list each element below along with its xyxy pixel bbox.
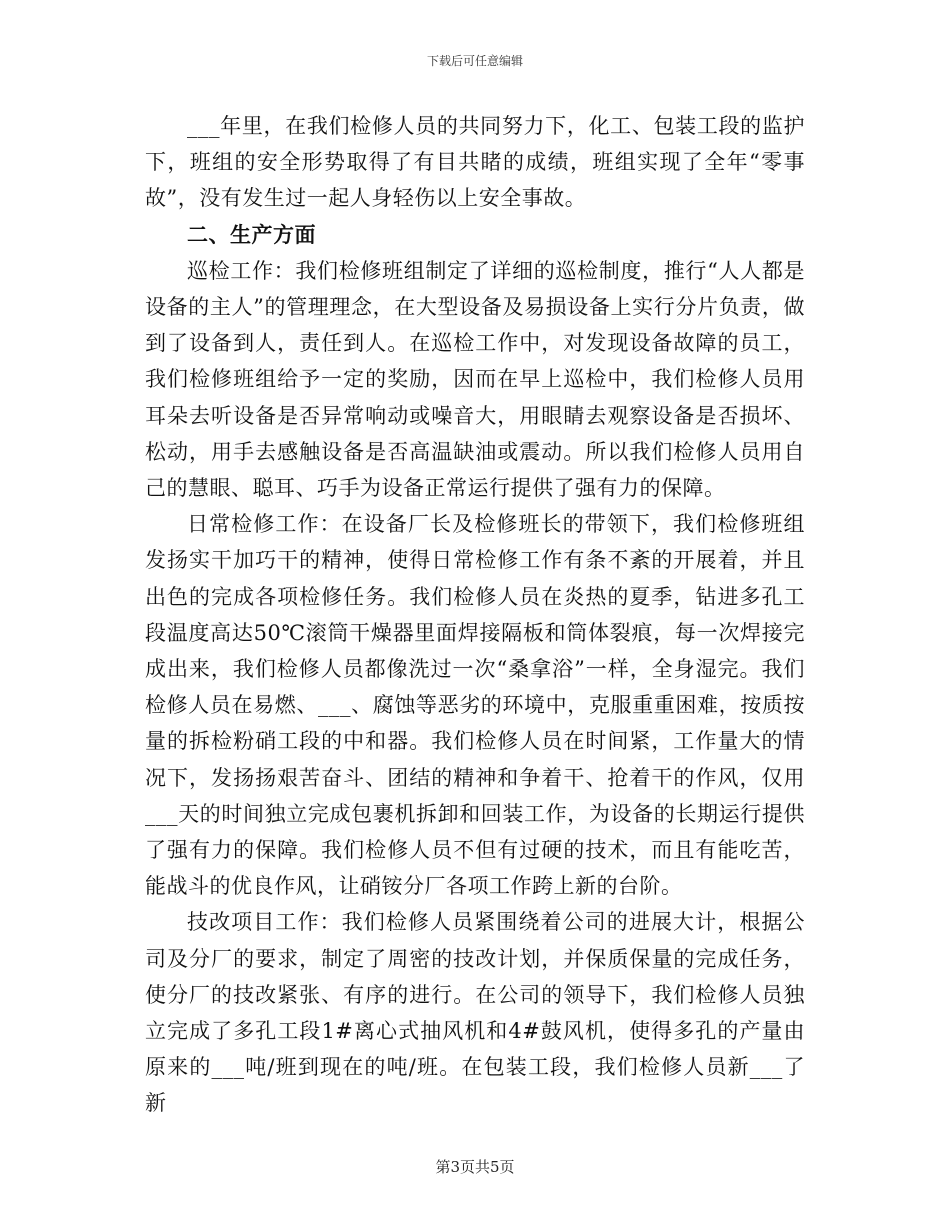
page-header-note: 下载后可任意编辑 — [426, 54, 523, 68]
section-heading-production: 二、生产方面 — [187, 221, 316, 247]
page-number: 第3页共5页 — [435, 1158, 515, 1176]
document-body — [145, 108, 805, 1122]
paragraph-technical-renovation: 技改项目工作：我们检修人员紧围绕着公司的进展大计，根据公司及分厂的要求，制定了周密的技改计划，并保质保量的完成任务，使分厂的技改紧张、有序的进行。在公司的领导下，我们检修人员独立完成了多孔工段1#离心式抽风机和4#鼓风机，使得多孔的产量由原来的___吨/班到现在的吨/班。在包装工段，我们检修人员新___了新 — [145, 910, 805, 1116]
paragraph-safety-summary: ___年里，在我们检修人员的共同努力下，化工、包装工段的监护下，班组的安全形势取得了有目共睹的成绩，班组实现了全年“零事故”，没有发生过一起人身轻伤以上安全事故。 — [145, 114, 805, 211]
paragraph-inspection-work: 巡检工作：我们检修班组制定了详细的巡检制度，推行“人人都是设备的主人”的管理理念，在大型设备及易损设备上实行分片负责，做到了设备到人，责任到人。在巡检工作中，对发现设备故障的员工，我们检修班组给予一定的奖励，因而在早上巡检中，我们检修人员用耳朵去听设备是否异常响动或噪音大，用眼睛去观察设备是否损坏、松动，用手去感触设备是否高温缺油或震动。所以我们检修人员用自己的慧眼、聪耳、巧手为设备正常运行提供了强有力的保障。 — [145, 258, 805, 501]
paragraph-daily-maintenance: 日常检修工作：在设备厂长及检修班长的带领下，我们检修班组发扬实干加巧干的精神，使得日常检修工作有条不紊的开展着，并且出色的完成各项检修任务。我们检修人员在炎热的夏季，钻进多孔工段温度高达50℃滚筒干燥器里面焊接隔板和筒体裂痕，每一次焊接完成出来，我们检修人员都像洗过一次“桑拿浴”一样，全身湿完。我们检修人员在易燃、___、腐蚀等恶劣的环境中，克服重重困难，按质按量的拆检粉硝工段的中和器。我们检修人员在时间紧，工作量大的情况下，发扬扬艰苦奋斗、团结的精神和争着干、抢着干的作风，仅用___天的时间独立完成包裹机拆卸和回装工作，为设备的长期运行提供了强有力的保障。我们检修人员不但有过硬的技术，而且有能吃苦，能战斗的优良作风，让硝铵分厂各项工作跨上新的台阶。 — [145, 512, 805, 899]
